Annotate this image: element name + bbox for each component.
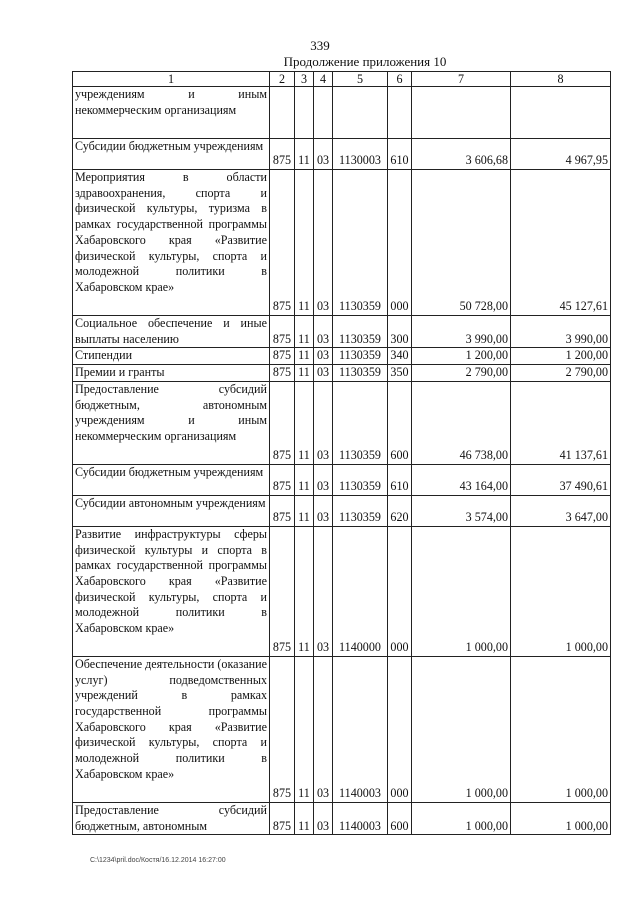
header-cell: 7	[412, 72, 511, 87]
row-subsection-cell: 03	[314, 802, 333, 834]
row-sum-a-cell: 1 000,00	[412, 656, 511, 802]
row-type-cell: 610	[388, 139, 412, 170]
row-sum-a-cell: 1 000,00	[412, 526, 511, 656]
row-code-cell: 875	[270, 464, 295, 495]
row-sum-a-cell: 3 574,00	[412, 495, 511, 526]
row-sum-b-cell: 1 000,00	[511, 656, 611, 802]
row-code-cell: 875	[270, 526, 295, 656]
row-target-cell: 1130359	[333, 316, 388, 348]
row-subsection-cell: 03	[314, 381, 333, 464]
row-target-cell: 1130359	[333, 170, 388, 316]
row-code-cell: 875	[270, 139, 295, 170]
table-row	[73, 802, 611, 834]
header-cell: 8	[511, 72, 611, 87]
row-subsection-cell: 03	[314, 139, 333, 170]
row-type-cell: 620	[388, 495, 412, 526]
row-sum-b-cell: 37 490,61	[511, 464, 611, 495]
row-sum-a-cell: 3 990,00	[412, 316, 511, 348]
table-row	[73, 87, 611, 139]
row-name-cell: Субсидии бюджетным учреждениям	[73, 464, 270, 495]
header-cell: 2	[270, 72, 295, 87]
row-section-cell: 11	[295, 495, 314, 526]
row-type-cell: 350	[388, 365, 412, 382]
row-section-cell: 11	[295, 139, 314, 170]
row-subsection-cell	[314, 87, 333, 139]
header-cell: 5	[333, 72, 388, 87]
row-sum-a-cell: 46 738,00	[412, 381, 511, 464]
header-cell: 3	[295, 72, 314, 87]
row-target-cell: 1140003	[333, 656, 388, 802]
row-code-cell: 875	[270, 802, 295, 834]
row-section-cell	[295, 87, 314, 139]
row-target-cell: 1130359	[333, 365, 388, 382]
row-subsection-cell: 03	[314, 348, 333, 365]
row-target-cell: 1130359	[333, 381, 388, 464]
row-type-cell: 000	[388, 656, 412, 802]
row-target-cell: 1130359	[333, 348, 388, 365]
row-sum-b-cell: 1 200,00	[511, 348, 611, 365]
table-row	[73, 464, 611, 495]
row-type-cell: 610	[388, 464, 412, 495]
document-subtitle	[0, 55, 640, 69]
row-type-cell: 000	[388, 170, 412, 316]
table-body	[73, 72, 611, 835]
row-code-cell: 875	[270, 170, 295, 316]
row-section-cell: 11	[295, 170, 314, 316]
row-section-cell: 11	[295, 802, 314, 834]
row-code-cell: 875	[270, 381, 295, 464]
row-subsection-cell: 03	[314, 656, 333, 802]
row-target-cell: 1130359	[333, 464, 388, 495]
row-sum-a-cell: 2 790,00	[412, 365, 511, 382]
subtitle-text: Продолжение приложения 10	[283, 54, 447, 69]
page-number: 339	[310, 38, 330, 53]
row-code-cell: 875	[270, 365, 295, 382]
header-cell: 6	[388, 72, 412, 87]
row-sum-b-cell: 1 000,00	[511, 802, 611, 834]
table-row	[73, 656, 611, 802]
table-row	[73, 495, 611, 526]
row-type-cell: 600	[388, 381, 412, 464]
row-section-cell: 11	[295, 464, 314, 495]
table-row	[73, 316, 611, 348]
row-code-cell: 875	[270, 348, 295, 365]
row-subsection-cell: 03	[314, 495, 333, 526]
row-type-cell	[388, 87, 412, 139]
row-target-cell	[333, 87, 388, 139]
row-name-cell: Социальное обеспечение и иные выплаты населению	[73, 316, 270, 348]
row-type-cell: 600	[388, 802, 412, 834]
table-row	[73, 170, 611, 316]
row-sum-a-cell: 50 728,00	[412, 170, 511, 316]
row-sum-b-cell: 45 127,61	[511, 170, 611, 316]
row-subsection-cell: 03	[314, 526, 333, 656]
row-type-cell: 340	[388, 348, 412, 365]
row-subsection-cell: 03	[314, 316, 333, 348]
row-section-cell: 11	[295, 656, 314, 802]
row-name-cell: Премии и гранты	[73, 365, 270, 382]
row-target-cell: 1140003	[333, 802, 388, 834]
row-sum-b-cell: 2 790,00	[511, 365, 611, 382]
table-row	[73, 381, 611, 464]
header-cell: 1	[73, 72, 270, 87]
row-section-cell: 11	[295, 316, 314, 348]
row-sum-a-cell: 1 000,00	[412, 802, 511, 834]
row-name-cell: Предоставление субсидий бюджетным, автономным учреждениям и иным некоммерческим организациям	[73, 381, 270, 464]
table-row	[73, 526, 611, 656]
table-row	[73, 348, 611, 365]
row-name-cell: Развитие инфраструктуры сферы физической культуры и спорта в рамках государственной программы Хабаровского края «Развитие физической культуры, спорта и молодежной политики в Хабаровском крае»	[73, 526, 270, 656]
budget-table	[72, 71, 611, 835]
row-type-cell: 000	[388, 526, 412, 656]
row-sum-b-cell: 1 000,00	[511, 526, 611, 656]
row-target-cell: 1140000	[333, 526, 388, 656]
header-cell: 4	[314, 72, 333, 87]
row-subsection-cell: 03	[314, 365, 333, 382]
row-section-cell: 11	[295, 381, 314, 464]
row-name-cell: Предоставление субсидий бюджетным, автономным	[73, 802, 270, 834]
footer-file-path: C:\1234\pril.doc/Костя/16.12.2014 16:27:00	[90, 857, 226, 864]
row-name-cell: Обеспечение деятельности (оказание услуг) подведомственных учреждений в рамках государственной программы Хабаровского края «Развитие физической культуры, спорта и молодежной политики в Хабаровском крае»	[73, 656, 270, 802]
row-sum-b-cell: 4 967,95	[511, 139, 611, 170]
table-row	[73, 365, 611, 382]
row-sum-a-cell	[412, 87, 511, 139]
row-code-cell: 875	[270, 316, 295, 348]
row-section-cell: 11	[295, 526, 314, 656]
row-target-cell: 1130003	[333, 139, 388, 170]
row-name-cell: Мероприятия в области здравоохранения, спорта и физической культуры, туризма в рамках государственной программы Хабаровского края «Развитие физической культуры, спорта и молодежной политики в Хабаровском крае»	[73, 170, 270, 316]
row-name-cell: учреждениям и иным некоммерческим организациям	[73, 87, 270, 139]
row-sum-a-cell: 43 164,00	[412, 464, 511, 495]
row-name-cell: Стипендии	[73, 348, 270, 365]
row-code-cell	[270, 87, 295, 139]
row-type-cell: 300	[388, 316, 412, 348]
row-section-cell: 11	[295, 365, 314, 382]
row-name-cell: Субсидии автономным учреждениям	[73, 495, 270, 526]
row-code-cell: 875	[270, 656, 295, 802]
row-sum-a-cell: 3 606,68	[412, 139, 511, 170]
row-sum-b-cell: 3 990,00	[511, 316, 611, 348]
row-sum-b-cell	[511, 87, 611, 139]
row-code-cell: 875	[270, 495, 295, 526]
row-section-cell: 11	[295, 348, 314, 365]
row-subsection-cell: 03	[314, 464, 333, 495]
row-name-cell: Субсидии бюджетным учреждениям	[73, 139, 270, 170]
table-row	[73, 139, 611, 170]
row-subsection-cell: 03	[314, 170, 333, 316]
row-sum-b-cell: 41 137,61	[511, 381, 611, 464]
row-target-cell: 1130359	[333, 495, 388, 526]
row-sum-a-cell: 1 200,00	[412, 348, 511, 365]
row-sum-b-cell: 3 647,00	[511, 495, 611, 526]
header-row	[73, 72, 611, 87]
